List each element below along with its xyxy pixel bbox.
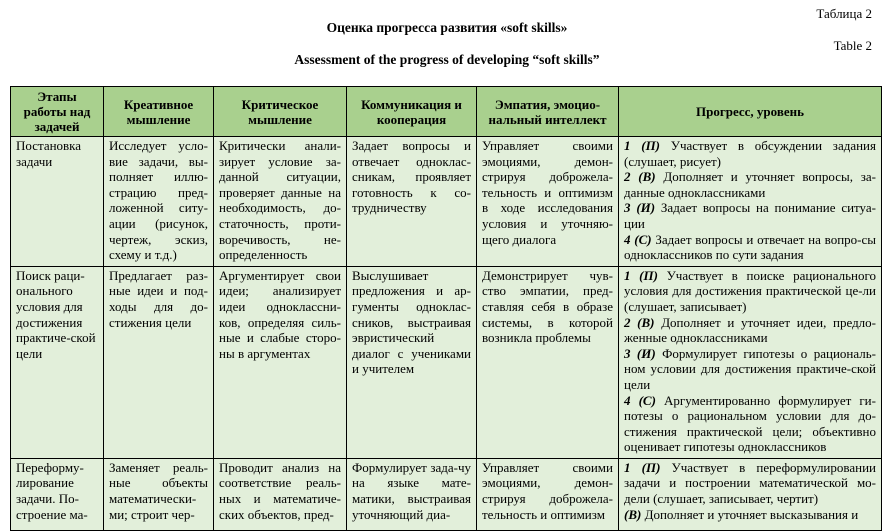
cell-communication: Формулирует зада-чу на языке мате-матики, выстраивая уточняющий диа- [347,458,477,530]
progress-level: 2 (В) Дополняет и уточняет идеи, предло-женные одноклассниками [624,314,876,346]
header-communication: Коммуникация и кооперация [347,87,477,137]
table-title-en: Assessment of the progress of developing “soft skills” [294,52,600,67]
cell-progress [619,137,882,267]
cell-creative: Исследует усло-вие задачи, вы-полняет иллю-страцию пред-ложенной ситу-ации (рисунок, чертеж, эскиз, схему и т.д.) [104,137,214,267]
progress-level: 1 (П) Участвует в переформулировании задачи и построении математической мо-дели (слушает, записывает, чертит) [624,459,876,507]
header-creative-thinking: Креативное мышление [104,87,214,137]
cell-progress [619,266,882,458]
progress-level: 4 (С) Аргументированно формулирует ги-потезы о рациональном условии для до-стижения практической цели; объективно оценивает гипотезы одноклассников [624,392,876,455]
cell-stage: Переформу-лирование задачи. По-строение ма- [11,458,104,530]
cell-empathy: Управляет своими эмоциями, демон-стрируя доброжела-тельность и оптимизм в ходе исследования условия и уточняю-щего диалога [477,137,619,267]
progress-level: (В) Дополняет и уточняет высказывания и [624,506,859,522]
cell-stage: Поиск раци-онального условия для достижения практиче-ской цели [11,266,104,458]
table-row [11,458,882,530]
table-number-ru: Таблица 2 [816,6,872,21]
table-row [11,266,882,458]
cell-progress [619,458,882,530]
header-critical-thinking: Критическое мышление [214,87,347,137]
progress-level: 1 (П) Участвует в обсуждении задания (слушает, рисует) [624,138,876,169]
cell-critical: Проводит анализ на соответствие реаль-ных и математиче-ских объектов, пред- [214,458,347,530]
cell-creative: Заменяет реаль-ные объекты математически-ми; строит чер- [104,458,214,530]
cell-creative: Предлагает раз-ные идеи и под-ходы для до-стижения цели [104,266,214,458]
header-empathy: Эмпатия, эмоцио-нальный интеллект [477,87,619,137]
table-row [11,137,882,267]
table-header-row [11,87,882,137]
header-progress: Прогресс, уровень [619,87,882,137]
cell-communication: Выслушивает предложения и ар-гументы одноклас-сников, выстраивая эвристический диалог с учениками и учителем [347,266,477,458]
soft-skills-table [10,86,882,531]
progress-level: 4 (С) Задает вопросы и отвечает на вопро-сы одноклассников по сути задания [624,231,876,263]
progress-level: 3 (И) Формулирует гипотезы о рациональ-ном условии для достижения практиче-ской цели [624,345,876,392]
cell-empathy: Управляет своими эмоциями, демон-стрируя доброжела-тельность и оптимизм [477,458,619,530]
progress-level: 3 (И) Задает вопросы на понимание ситуа-ции [624,200,876,231]
cell-empathy: Демонстрирует чув-ство эмпатии, пред-ставляя себя в образе системы, в которой возникла проблемы [477,266,619,458]
table-number-en: Table 2 [833,38,872,53]
progress-level: 2 (В) Дополняет и уточняет вопросы, за-данные одноклассниками [624,169,876,200]
cell-stage: Постановка задачи [11,137,104,267]
cell-critical: Аргументирует свои идеи; анализирует идеи одноклассни-ков, определяя силь-ные и слабые сторо-ны в аргументах [214,266,347,458]
header-stage: Этапы работы над задачей [11,87,104,137]
cell-critical: Критически анали-зирует условие за-данной ситуации, проверяет данные на необходимость, до-статочность, проти-воречивость, не-определенность [214,137,347,267]
table-title-ru: Оценка прогресса развития «soft skills» [326,20,568,35]
cell-communication: Задает вопросы и отвечает однoклас-сникам, проявляет готовность к со-трудничеству [347,137,477,267]
progress-level: 1 (П) Участвует в поиске рационального условия для достижения практической це-ли (слушает, записывает) [624,267,876,314]
